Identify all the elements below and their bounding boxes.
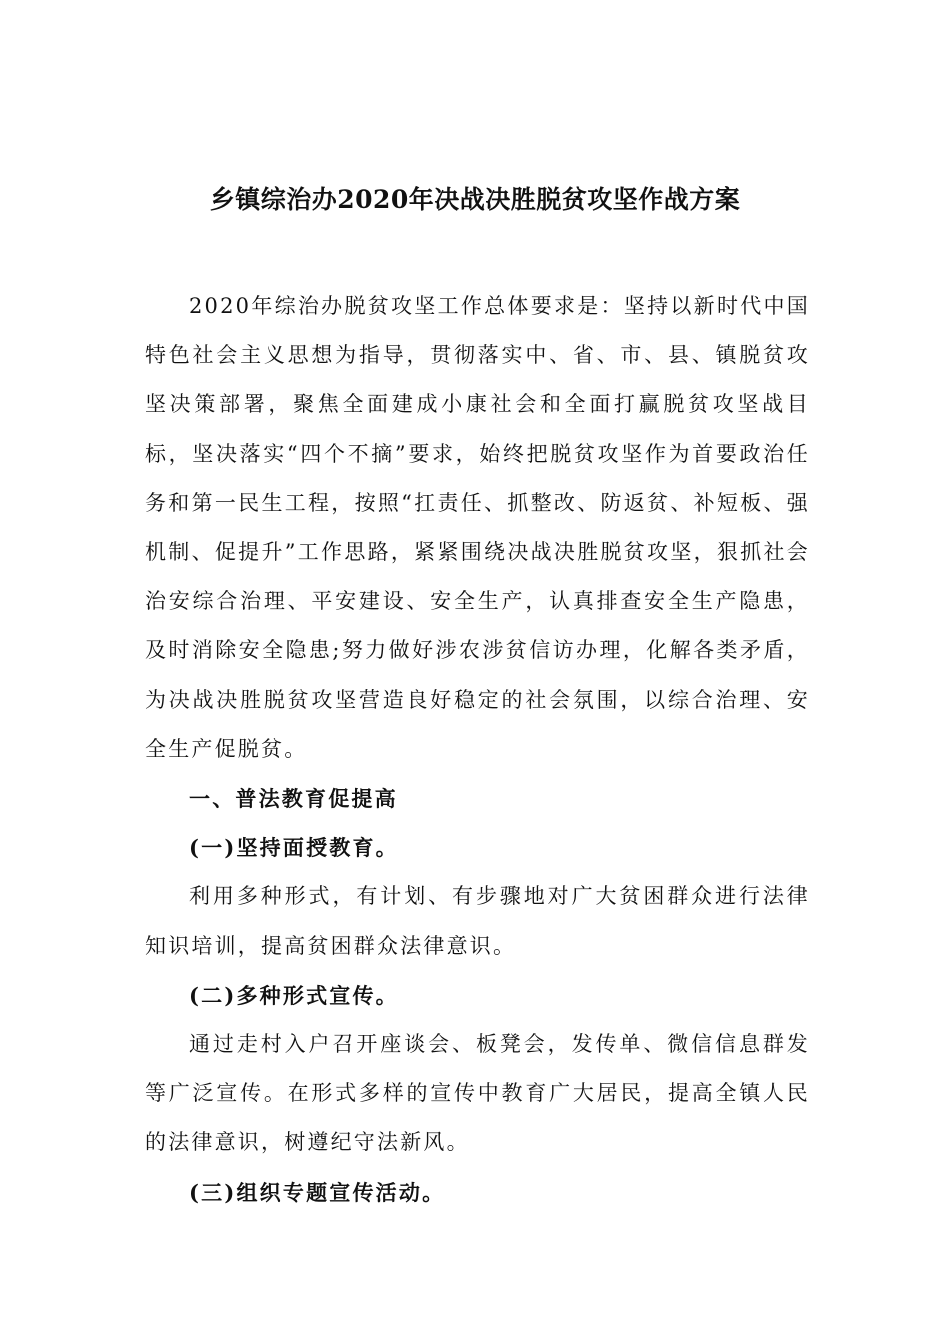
subsection-heading: (一)坚持面授教育。 (189, 835, 399, 861)
subsection-heading: (三)组织专题宣传活动。 (189, 1179, 446, 1205)
intro-paragraph: 2020年综治办脱贫攻坚工作总体要求是：坚持以新时代中国特色社会主义思想为指导，贯彻落实中、省、市、县、镇脱贫攻坚决策部署，聚焦全面建成小康社会和全面打赢脱贫攻坚战目标，坚决落实“四个不摘”要求，始终把脱贫攻坚作为首要政治任务和第一民生工程，按照“扛责任、抓整改、防返贫、补短板、强机制、促提升”工作思路，紧紧围绕决战决胜脱贫攻坚，狠抓社会治安综合治理、平安建设、安全生产，认真排查安全生产隐患，及时消除安全隐患;努力做好涉农涉贫信访办理，化解各类矛盾，为决战决胜脱贫攻坚营造良好稳定的社会氛围，以综合治理、安全生产促脱贫。 (145, 294, 810, 761)
document-body (145, 282, 810, 1217)
document-title: 乡镇综治办2020年决战决胜脱贫攻坚作战方案 (209, 185, 741, 214)
subsection-paragraph: 利用多种形式，有计划、有步骤地对广大贫困群众进行法律知识培训，提高贫困群众法律意识。 (145, 884, 810, 958)
section-heading: 一、普法教育促提高 (189, 786, 398, 812)
subsection-paragraph: 通过走村入户召开座谈会、板凳会，发传单、微信信息群发等广泛宣传。在形式多样的宣传中教育广大居民，提高全镇人民的法律意识，树遵纪守法新风。 (145, 1032, 810, 1155)
subsection-heading: (二)多种形式宣传。 (189, 982, 399, 1008)
